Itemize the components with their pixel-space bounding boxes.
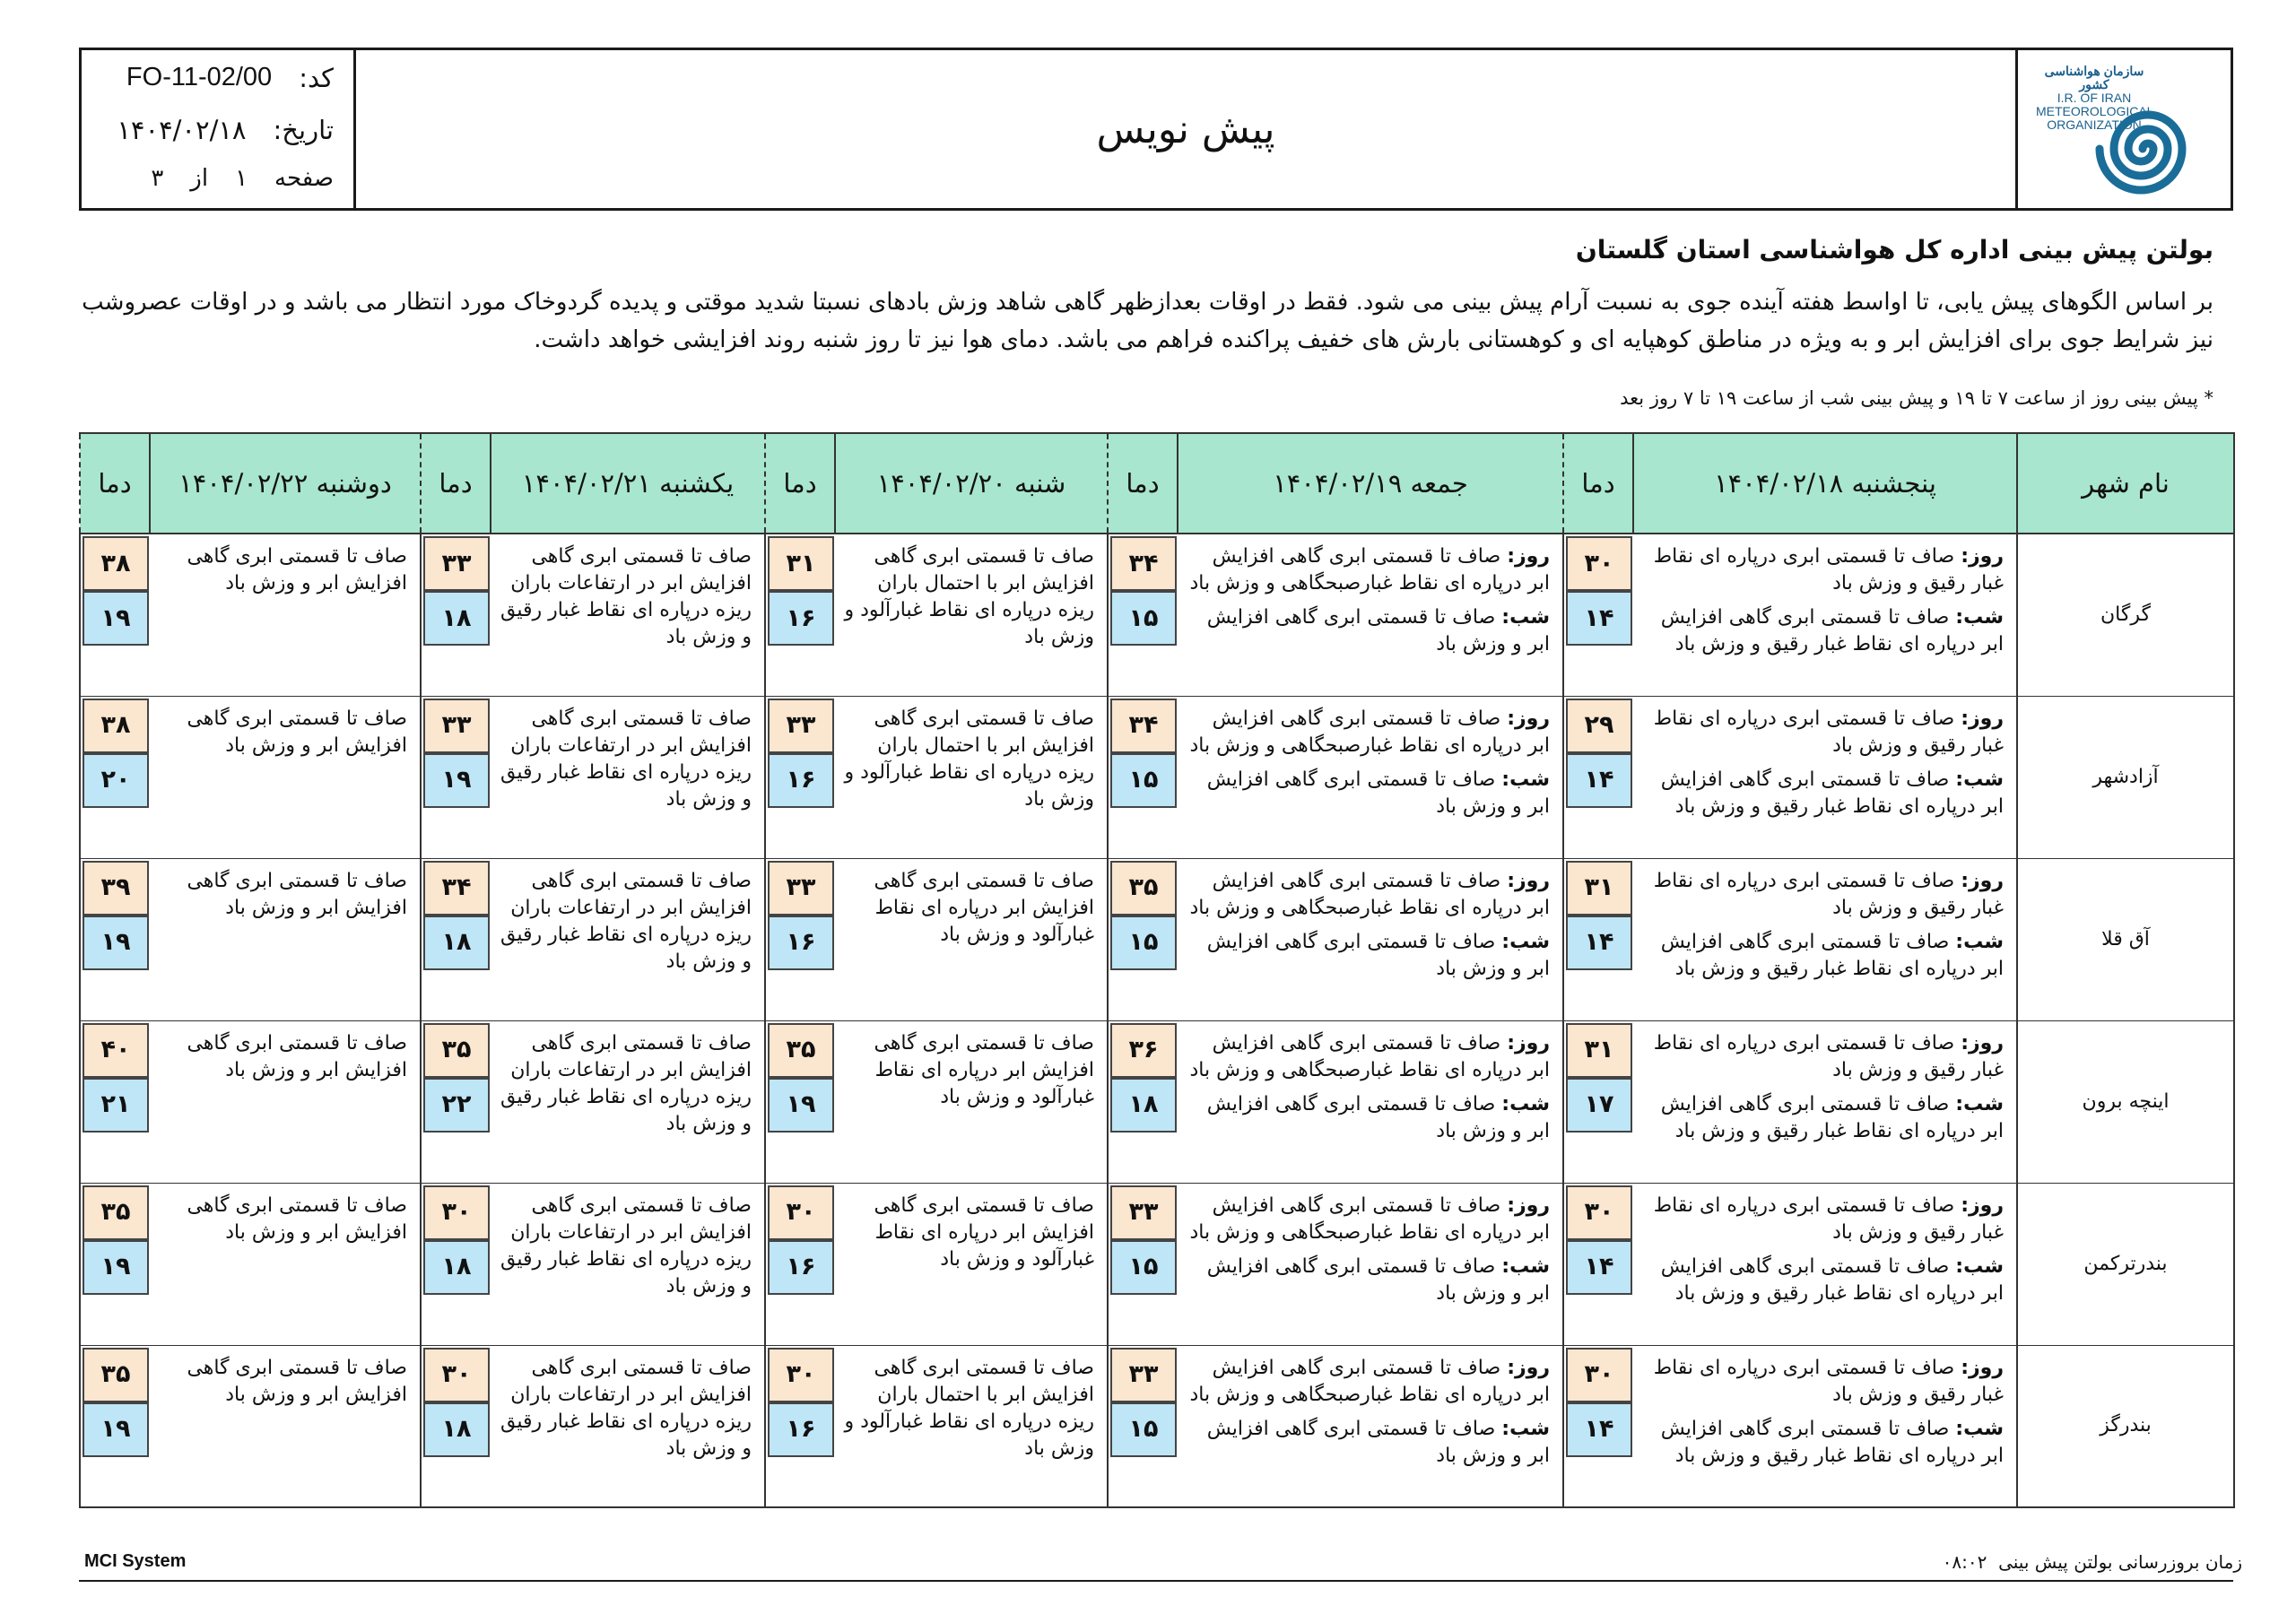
table-row [80, 1020, 2234, 1183]
temp-min: ۱۹ [768, 1078, 834, 1133]
temp-max: ۳۳ [768, 861, 834, 916]
day-forecast [1185, 1193, 1550, 1246]
night-label: شب: [1955, 1254, 2004, 1278]
forecast-d5: صاف تا قسمتی ابری گاهی افزایش ابر و وزش باد [150, 696, 421, 858]
date-label: تاریخ: [273, 115, 334, 145]
temp-max: ۳۳ [768, 699, 834, 753]
page-total: ۳ [151, 165, 164, 192]
temp-cell [1563, 1183, 1633, 1345]
temp-min: ۱۵ [1110, 591, 1177, 646]
night-text: صاف تا قسمتی ابری گاهی افزایش ابر درپاره ای نقاط غبار رقیق و وزش باد [1660, 606, 2004, 655]
night-text: صاف تا قسمتی ابری گاهی افزایش ابر و وزش باد [1206, 1417, 1550, 1467]
temp-min: ۱۶ [768, 916, 834, 970]
forecast-d2 [1178, 534, 1563, 696]
day-label: روز: [1507, 1031, 1550, 1055]
temp-max: ۳۴ [1110, 536, 1177, 591]
day-header-2: جمعه ۱۴۰۴/۰۲/۱۹ [1178, 433, 1563, 534]
city-name: آق قلا [2017, 858, 2234, 1020]
temp-header: دما [80, 433, 150, 534]
forecast-d1 [1633, 534, 2017, 696]
night-label: شب: [1501, 606, 1550, 629]
day-label: روز: [1507, 1356, 1550, 1379]
forecast-d3: صاف تا قسمتی ابری گاهی افزایش ابر درپاره ای نقاط غبارآلود و وزش باد [835, 1020, 1108, 1183]
day-label: روز: [1961, 1031, 2004, 1055]
temp-cell [1108, 1345, 1178, 1507]
temp-max: ۳۱ [1566, 861, 1632, 916]
night-forecast [1185, 767, 1550, 820]
temp-max: ۳۳ [1110, 1185, 1177, 1240]
temp-min: ۱۸ [423, 916, 490, 970]
night-forecast [1185, 929, 1550, 983]
temp-min: ۱۴ [1566, 753, 1632, 808]
forecast-d4: صاف تا قسمتی ابری گاهی افزایش ابر در ارتفاعات باران ریزه درپاره ای نقاط غبار رقیق و وزش باد [491, 858, 765, 1020]
night-forecast [1640, 767, 2004, 820]
night-forecast [1640, 604, 2004, 658]
temp-max: ۲۹ [1566, 699, 1632, 753]
page-label: صفحه [274, 165, 334, 192]
temp-max: ۳۵ [83, 1185, 149, 1240]
code-label: کد: [299, 63, 334, 93]
night-text: صاف تا قسمتی ابری گاهی افزایش ابر درپاره ای نقاط غبار رقیق و وزش باد [1660, 1092, 2004, 1142]
temp-cell [80, 1183, 150, 1345]
temp-cell [765, 858, 835, 1020]
forecast-d1 [1633, 858, 2017, 1020]
temp-cell [765, 696, 835, 858]
night-forecast [1185, 1416, 1550, 1470]
temp-max: ۳۶ [1110, 1023, 1177, 1078]
day-text: صاف تا قسمتی ابری درپاره ای نقاط غبار رقیق و وزش باد [1653, 869, 2004, 919]
day-forecast [1185, 706, 1550, 759]
night-label: شب: [1955, 1417, 2004, 1440]
temp-header: دما [1108, 433, 1178, 534]
temp-min: ۱۴ [1566, 916, 1632, 970]
temp-min: ۱۴ [1566, 1240, 1632, 1295]
temp-cell [765, 1345, 835, 1507]
day-header-5: دوشنبه ۱۴۰۴/۰۲/۲۲ [150, 433, 421, 534]
day-label: روز: [1961, 707, 2004, 730]
temp-cell [80, 1345, 150, 1507]
temp-min: ۲۰ [83, 753, 149, 808]
temp-cell [80, 534, 150, 696]
forecast-d4: صاف تا قسمتی ابری گاهی افزایش ابر در ارتفاعات باران ریزه درپاره ای نقاط غبار رقیق و وزش باد [491, 1345, 765, 1507]
night-label: شب: [1955, 1092, 2004, 1115]
page-of: از [190, 165, 209, 192]
day-label: روز: [1507, 707, 1550, 730]
temp-min: ۱۴ [1566, 1402, 1632, 1457]
day-text: صاف تا قسمتی ابری درپاره ای نقاط غبار رقیق و وزش باد [1653, 1193, 2004, 1244]
logo-line-2: METEOROLOGICAL [2036, 104, 2154, 118]
day-text: صاف تا قسمتی ابری درپاره ای نقاط غبار رقیق و وزش باد [1653, 1031, 2004, 1081]
temp-min: ۱۹ [83, 916, 149, 970]
page-title: پیش نویس [1096, 106, 1275, 152]
night-forecast [1640, 1091, 2004, 1145]
day-label: روز: [1507, 869, 1550, 892]
temp-cell [1563, 1020, 1633, 1183]
forecast-d3: صاف تا قسمتی ابری گاهی افزایش ابر با احتمال باران ریزه درپاره ای نقاط غبارآلود و وزش باد [835, 1345, 1108, 1507]
temp-min: ۱۵ [1110, 1240, 1177, 1295]
temp-min: ۱۹ [423, 753, 490, 808]
day-label: روز: [1961, 1356, 2004, 1379]
night-text: صاف تا قسمتی ابری گاهی افزایش ابر درپاره ای نقاط غبار رقیق و وزش باد [1660, 1254, 2004, 1305]
temp-max: ۳۳ [423, 699, 490, 753]
logo [2015, 50, 2231, 208]
night-forecast [1640, 1254, 2004, 1307]
night-forecast [1640, 1416, 2004, 1470]
temp-max: ۳۰ [1566, 1348, 1632, 1402]
night-text: صاف تا قسمتی ابری گاهی افزایش ابر درپاره ای نقاط غبار رقیق و وزش باد [1660, 930, 2004, 980]
night-text: صاف تا قسمتی ابری گاهی افزایش ابر و وزش باد [1206, 606, 1550, 655]
day-text: صاف تا قسمتی ابری گاهی افزایش ابر درپاره ای نقاط غبارصبحگاهی و وزش باد [1189, 869, 1550, 919]
temp-max: ۳۵ [423, 1023, 490, 1078]
temp-min: ۱۶ [768, 753, 834, 808]
day-forecast [1185, 543, 1550, 597]
temp-cell [80, 696, 150, 858]
temp-max: ۳۰ [1566, 536, 1632, 591]
temp-header: دما [421, 433, 491, 534]
forecast-d5: صاف تا قسمتی ابری گاهی افزایش ابر و وزش باد [150, 1020, 421, 1183]
forecast-d2 [1178, 1020, 1563, 1183]
temp-min: ۱۶ [768, 1240, 834, 1295]
logo-line-3: ORGANIZATION [2047, 117, 2142, 132]
night-forecast [1185, 1091, 1550, 1145]
night-label: شب: [1501, 768, 1550, 791]
bulletin-title: بولتن پیش بینی اداره کل هواشناسی استان گلستان [1575, 235, 2213, 265]
temp-min: ۱۸ [423, 1402, 490, 1457]
temp-max: ۳۵ [1110, 861, 1177, 916]
temp-min: ۱۵ [1110, 916, 1177, 970]
day-text: صاف تا قسمتی ابری گاهی افزایش ابر درپاره ای نقاط غبارصبحگاهی و وزش باد [1189, 1356, 1550, 1406]
forecast-d3: صاف تا قسمتی ابری گاهی افزایش ابر درپاره ای نقاط غبارآلود و وزش باد [835, 858, 1108, 1020]
day-forecast [1640, 868, 2004, 922]
temp-header: دما [1563, 433, 1633, 534]
night-label: شب: [1955, 768, 2004, 791]
logo-line-fa: سازمان هواشناسی کشور [2044, 64, 2144, 91]
temp-max: ۳۴ [423, 861, 490, 916]
temp-max: ۳۰ [768, 1348, 834, 1402]
temp-max: ۳۹ [83, 861, 149, 916]
forecast-d3: صاف تا قسمتی ابری گاهی افزایش ابر درپاره ای نقاط غبارآلود و وزش باد [835, 1183, 1108, 1345]
table-row [80, 858, 2234, 1020]
bulletin-summary: بر اساس الگوهای پیش یابی، تا اواسط هفته آینده جوی به نسبت آرام پیش بینی می شود. فقط در اوقات بعدازظهر گاهی شاهد وزش بادهای نسبتا شدید موقتی و پدیده گردوخاک مورد انتظار می باشد و در اوقات عصروشب نیز شرایط جوی برای افزایش ابر و به ویژه در مناطق کوهپایه ای و کوهستانی بارش های خفیف پراکنده فراهم می باشد. دمای هوا نیز تا روز شنبه روند افزایشی خواهد داشت. [82, 289, 2213, 353]
day-text: صاف تا قسمتی ابری درپاره ای نقاط غبار رقیق و وزش باد [1653, 545, 2004, 595]
date-row [117, 115, 334, 145]
city-name: گرگان [2017, 534, 2234, 696]
forecast-d5: صاف تا قسمتی ابری گاهی افزایش ابر و وزش باد [150, 1345, 421, 1507]
temp-max: ۳۳ [423, 536, 490, 591]
day-forecast [1185, 1030, 1550, 1084]
day-label: روز: [1961, 869, 2004, 892]
temp-max: ۳۸ [83, 536, 149, 591]
day-forecast [1640, 1193, 2004, 1246]
temp-max: ۳۵ [83, 1348, 149, 1402]
temp-min: ۱۸ [423, 1240, 490, 1295]
night-forecast [1640, 929, 2004, 983]
night-forecast [1185, 604, 1550, 658]
temp-cell [1108, 1183, 1178, 1345]
temp-min: ۱۶ [768, 1402, 834, 1457]
update-label: زمان بروزرسانی بولتن پیش بینی [1998, 1551, 2242, 1573]
temp-cell [421, 1020, 491, 1183]
day-text: صاف تا قسمتی ابری گاهی افزایش ابر درپاره ای نقاط غبارصبحگاهی و وزش باد [1189, 545, 1550, 595]
temp-max: ۳۱ [1566, 1023, 1632, 1078]
temp-max: ۳۴ [1110, 699, 1177, 753]
temp-cell [421, 1183, 491, 1345]
day-label: روز: [1507, 1193, 1550, 1217]
forecast-d2 [1178, 858, 1563, 1020]
temp-min: ۲۲ [423, 1078, 490, 1133]
table-header-row [80, 433, 2234, 534]
day-label: روز: [1507, 545, 1550, 568]
temp-max: ۳۰ [423, 1185, 490, 1240]
temp-max: ۳۰ [423, 1348, 490, 1402]
logo-spiral-icon [2081, 86, 2215, 212]
temp-max: ۳۱ [768, 536, 834, 591]
forecast-d4: صاف تا قسمتی ابری گاهی افزایش ابر در ارتفاعات باران ریزه درپاره ای نقاط غبار رقیق و وزش باد [491, 1020, 765, 1183]
temp-max: ۳۵ [768, 1023, 834, 1078]
forecast-d3: صاف تا قسمتی ابری گاهی افزایش ابر با احتمال باران ریزه درپاره ای نقاط غبارآلود و وزش باد [835, 534, 1108, 696]
day-label: روز: [1961, 1193, 2004, 1217]
forecast-d4: صاف تا قسمتی ابری گاهی افزایش ابر در ارتفاعات باران ریزه درپاره ای نقاط غبار رقیق و وزش باد [491, 534, 765, 696]
temp-min: ۱۹ [83, 591, 149, 646]
code-row [126, 63, 334, 93]
temp-cell [421, 534, 491, 696]
temp-max: ۳۳ [1110, 1348, 1177, 1402]
night-label: شب: [1501, 930, 1550, 953]
forecast-d1 [1633, 1183, 2017, 1345]
temp-min: ۱۹ [83, 1240, 149, 1295]
night-label: شب: [1501, 1092, 1550, 1115]
table-row [80, 1183, 2234, 1345]
temp-cell [80, 1020, 150, 1183]
table-row [80, 1345, 2234, 1507]
forecast-d3: صاف تا قسمتی ابری گاهی افزایش ابر با احتمال باران ریزه درپاره ای نقاط غبارآلود و وزش باد [835, 696, 1108, 858]
night-text: صاف تا قسمتی ابری گاهی افزایش ابر و وزش باد [1206, 1092, 1550, 1142]
day-forecast [1640, 1030, 2004, 1084]
document-meta [82, 50, 356, 208]
day-forecast [1640, 543, 2004, 597]
temp-min: ۱۴ [1566, 591, 1632, 646]
temp-cell [421, 858, 491, 1020]
update-time: ۰۸:۰۲ [1942, 1551, 1987, 1573]
table-row [80, 534, 2234, 696]
temp-header: دما [765, 433, 835, 534]
forecast-d1 [1633, 1345, 2017, 1507]
forecast-d5: صاف تا قسمتی ابری گاهی افزایش ابر و وزش باد [150, 1183, 421, 1345]
day-forecast [1185, 1355, 1550, 1409]
temp-cell [1563, 696, 1633, 858]
day-text: صاف تا قسمتی ابری گاهی افزایش ابر درپاره ای نقاط غبارصبحگاهی و وزش باد [1189, 1031, 1550, 1081]
forecast-d1 [1633, 696, 2017, 858]
forecast-d2 [1178, 1345, 1563, 1507]
temp-min: ۱۷ [1566, 1078, 1632, 1133]
temp-max: ۴۰ [83, 1023, 149, 1078]
day-forecast [1640, 1355, 2004, 1409]
day-text: صاف تا قسمتی ابری درپاره ای نقاط غبار رقیق و وزش باد [1653, 707, 2004, 757]
forecast-body [80, 534, 2234, 1507]
day-text: صاف تا قسمتی ابری گاهی افزایش ابر درپاره ای نقاط غبارصبحگاهی و وزش باد [1189, 1193, 1550, 1244]
temp-min: ۱۵ [1110, 1402, 1177, 1457]
night-label: شب: [1501, 1417, 1550, 1440]
temp-min: ۲۱ [83, 1078, 149, 1133]
night-text: صاف تا قسمتی ابری گاهی افزایش ابر و وزش باد [1206, 1254, 1550, 1305]
date-value: ۱۴۰۴/۰۲/۱۸ [117, 115, 247, 145]
temp-cell [1563, 534, 1633, 696]
forecast-d5: صاف تا قسمتی ابری گاهی افزایش ابر و وزش باد [150, 858, 421, 1020]
forecast-d4: صاف تا قسمتی ابری گاهی افزایش ابر در ارتفاعات باران ریزه درپاره ای نقاط غبار رقیق و وزش باد [491, 696, 765, 858]
logo-line-1: I.R. OF IRAN [2057, 91, 2132, 105]
night-label: شب: [1955, 930, 2004, 953]
footer-system: MCI System [84, 1551, 187, 1571]
footer-update [1943, 1551, 2242, 1573]
temp-max: ۳۸ [83, 699, 149, 753]
day-header-4: یکشنبه ۱۴۰۴/۰۲/۲۱ [491, 433, 765, 534]
city-name: بندرگز [2017, 1345, 2234, 1507]
temp-cell [1563, 858, 1633, 1020]
night-text: صاف تا قسمتی ابری گاهی افزایش ابر درپاره ای نقاط غبار رقیق و وزش باد [1660, 768, 2004, 818]
night-label: شب: [1955, 606, 2004, 629]
forecast-d5: صاف تا قسمتی ابری گاهی افزایش ابر و وزش باد [150, 534, 421, 696]
code-value: FO-11-02/00 [126, 63, 273, 91]
city-name: بندرترکمن [2017, 1183, 2234, 1345]
temp-min: ۱۹ [83, 1402, 149, 1457]
table-row [80, 696, 2234, 858]
city-name: اینچه برون [2017, 1020, 2234, 1183]
city-header: نام شهر [2017, 433, 2234, 534]
temp-cell [765, 1020, 835, 1183]
footer-divider [79, 1580, 2233, 1582]
night-text: صاف تا قسمتی ابری گاهی افزایش ابر و وزش باد [1206, 930, 1550, 980]
temp-cell [765, 534, 835, 696]
night-forecast [1185, 1254, 1550, 1307]
forecast-d4: صاف تا قسمتی ابری گاهی افزایش ابر در ارتفاعات باران ریزه درپاره ای نقاط غبار رقیق و وزش باد [491, 1183, 765, 1345]
night-text: صاف تا قسمتی ابری گاهی افزایش ابر درپاره ای نقاط غبار رقیق و وزش باد [1660, 1417, 2004, 1467]
city-name: آزادشهر [2017, 696, 2234, 858]
day-label: روز: [1961, 545, 2004, 568]
night-label: شب: [1501, 1254, 1550, 1278]
forecast-d2 [1178, 696, 1563, 858]
temp-cell [421, 696, 491, 858]
night-text: صاف تا قسمتی ابری گاهی افزایش ابر و وزش باد [1206, 768, 1550, 818]
day-header-1: پنجشنبه ۱۴۰۴/۰۲/۱۸ [1633, 433, 2017, 534]
temp-max: ۳۰ [1566, 1185, 1632, 1240]
temp-max: ۳۰ [768, 1185, 834, 1240]
page-row [151, 165, 334, 192]
forecast-table [79, 432, 2235, 1508]
document-header [79, 48, 2233, 211]
temp-cell [1108, 1020, 1178, 1183]
temp-cell [421, 1345, 491, 1507]
temp-min: ۱۵ [1110, 753, 1177, 808]
day-text: صاف تا قسمتی ابری درپاره ای نقاط غبار رقیق و وزش باد [1653, 1356, 2004, 1406]
temp-cell [1108, 858, 1178, 1020]
temp-min: ۱۶ [768, 591, 834, 646]
day-forecast [1185, 868, 1550, 922]
forecast-d2 [1178, 1183, 1563, 1345]
temp-min: ۱۸ [1110, 1078, 1177, 1133]
page-current: ۱ [235, 165, 248, 192]
temp-cell [765, 1183, 835, 1345]
day-header-3: شنبه ۱۴۰۴/۰۲/۲۰ [835, 433, 1108, 534]
day-text: صاف تا قسمتی ابری گاهی افزایش ابر درپاره ای نقاط غبارصبحگاهی و وزش باد [1189, 707, 1550, 757]
temp-cell [1563, 1345, 1633, 1507]
temp-cell [1108, 696, 1178, 858]
temp-cell [80, 858, 150, 1020]
temp-cell [1108, 534, 1178, 696]
forecast-d1 [1633, 1020, 2017, 1183]
time-note: * پیش بینی روز از ساعت ۷ تا ۱۹ و پیش بینی شب از ساعت ۱۹ تا ۷ روز بعد [1620, 387, 2213, 409]
day-forecast [1640, 706, 2004, 759]
temp-min: ۱۸ [423, 591, 490, 646]
